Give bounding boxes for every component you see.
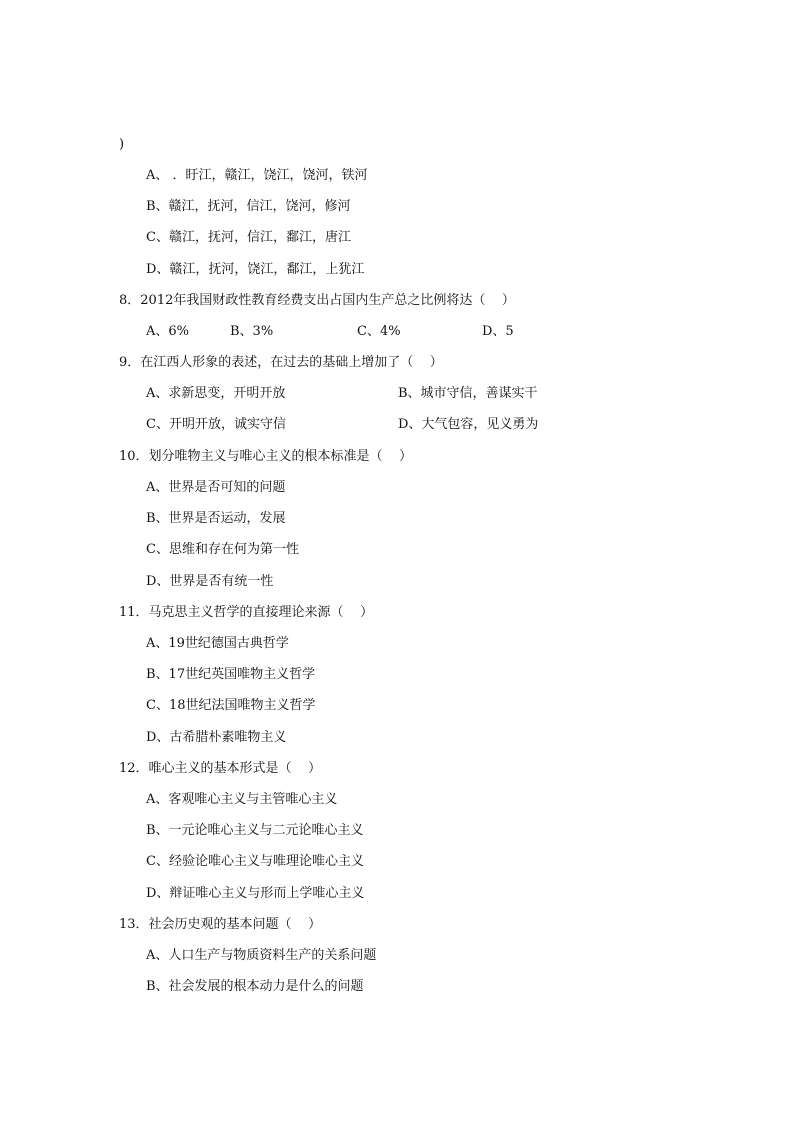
question-11-option-b: B、17世纪英国唯物主义哲学 bbox=[146, 667, 316, 682]
question-10-option-b: B、世界是否运动，发展 bbox=[146, 511, 286, 526]
question-8-stem: 8．2012年我国财政性教育经费支出占国内生产总之比例将达（ ） bbox=[119, 293, 515, 308]
question-13-option-b: B、社会发展的根本动力是什么的问题 bbox=[146, 979, 364, 994]
question-11-option-d: D、古希腊朴素唯物主义 bbox=[146, 730, 287, 745]
question-9-option-c: C、开明开放，诚实守信 bbox=[146, 417, 286, 432]
question-8-option-d: D、5 bbox=[482, 324, 514, 339]
question-13-stem: 13．社会历史观的基本问题（ ） bbox=[119, 917, 322, 932]
question-12-option-d: D、辩证唯心主义与形而上学唯心主义 bbox=[146, 886, 365, 901]
question-12-option-c: C、经验论唯心主义与唯理论唯心主义 bbox=[146, 854, 364, 869]
question-7-option-a: A、 ．盱江，赣江，饶江，饶河，铁河 bbox=[146, 168, 368, 183]
question-12-stem: 12．唯心主义的基本形式是（ ） bbox=[119, 761, 322, 776]
question-10-option-a: A、世界是否可知的问题 bbox=[146, 480, 286, 495]
question-10-stem: 10．划分唯物主义与唯心主义的根本标准是（ ） bbox=[119, 449, 413, 464]
question-7-stem-end: ) bbox=[119, 137, 125, 152]
question-11-option-c: C、18世纪法国唯物主义哲学 bbox=[146, 698, 316, 713]
question-8-option-b: B、3% bbox=[230, 324, 274, 339]
question-12-option-a: A、客观唯心主义与主管唯心主义 bbox=[146, 792, 338, 807]
question-9-option-d: D、大气包容，见义勇为 bbox=[398, 417, 539, 432]
question-7-option-b: B、赣江，抚河，信江，饶河，修河 bbox=[146, 199, 351, 214]
question-12-option-b: B、一元论唯心主义与二元论唯心主义 bbox=[146, 823, 364, 838]
question-8-option-c: C、4% bbox=[357, 324, 401, 339]
question-9-option-b: B、城市守信，善谋实干 bbox=[398, 386, 538, 401]
question-7-option-c: C、赣江，抚河，信江，鄱江，唐江 bbox=[146, 230, 351, 245]
question-13-option-a: A、人口生产与物质资料生产的关系问题 bbox=[146, 948, 377, 963]
question-10-option-c: C、思维和存在何为第一性 bbox=[146, 542, 299, 557]
question-11-stem: 11．马克思主义哲学的直接理论来源（ ） bbox=[119, 605, 374, 620]
question-8-option-a: A、6% bbox=[146, 324, 190, 339]
question-11-option-a: A、19世纪德国古典哲学 bbox=[146, 636, 289, 651]
question-7-option-d: D、赣江，抚河，饶江，鄱江，上犹江 bbox=[146, 262, 365, 277]
question-9-option-a: A、求新思变，开明开放 bbox=[146, 386, 286, 401]
question-10-option-d: D、世界是否有统一性 bbox=[146, 574, 274, 589]
question-9-stem: 9．在江西人形象的表述，在过去的基础上增加了（ ） bbox=[119, 355, 443, 370]
